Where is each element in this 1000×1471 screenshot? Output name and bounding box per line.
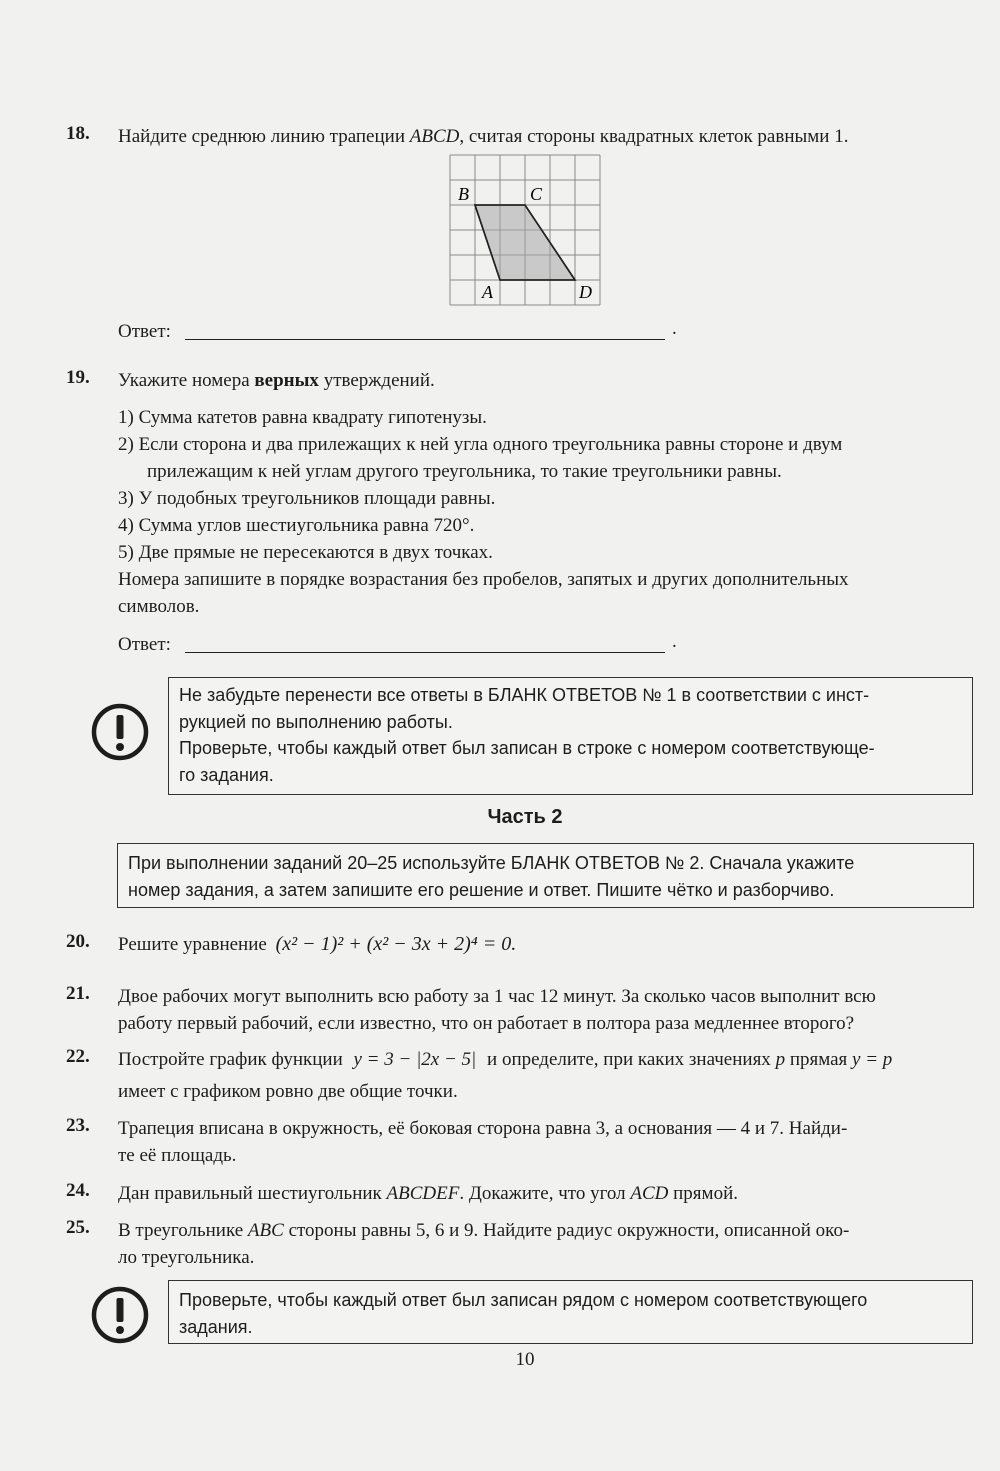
vertex-label-b: B	[458, 184, 469, 204]
q22-text-b: и определите, при каких значениях	[487, 1049, 771, 1070]
q24-angle-name: ACD	[630, 1183, 669, 1204]
statement-2: 2) Если сторона и два прилежащих к ней угла одного треугольника равны стороне и двум	[118, 434, 843, 455]
notice-2-line-1: Проверьте, чтобы каждый ответ был записан рядом с номером соответствующего	[179, 1290, 868, 1310]
answer-label-19: Ответ:	[118, 634, 171, 655]
q22-text-c: прямая	[789, 1049, 848, 1070]
notice-1-line-1: Не забудьте перенести все ответы в БЛАНК ОТВЕТОВ № 1 в соответствии с инст-	[179, 685, 870, 705]
exclamation-icon	[90, 1285, 150, 1345]
q24-text-c: прямой.	[668, 1183, 738, 1204]
statement-1: 1) Сумма катетов равна квадрату гипотенузы.	[118, 407, 487, 428]
question-25-line-2: ло треугольника.	[118, 1247, 255, 1268]
notice-1-line-3: Проверьте, чтобы каждый ответ был записан в строке с номером соответствующе-	[179, 738, 875, 758]
notice-box-2	[168, 1280, 973, 1344]
q22-function: y = 3 − |2x − 5|	[353, 1049, 477, 1070]
instruction-line-1: Номера запишите в порядке возрастания без пробелов, запятых и других дополнительных	[118, 569, 849, 590]
question-number-23: 23.	[66, 1115, 90, 1136]
answer-dot-19: .	[672, 631, 677, 652]
q24-text-a: Дан правильный шестиугольник	[118, 1183, 387, 1204]
q19-text-part-b: утверждений.	[318, 370, 435, 391]
notice-1-line-2: рукцией по выполнению работы.	[179, 711, 453, 732]
instruction-line-2: символов.	[118, 596, 200, 617]
q22-line-equation: y = p	[852, 1049, 893, 1070]
question-number-22: 22.	[66, 1046, 90, 1067]
answer-label-18: Ответ:	[118, 321, 171, 342]
notice-1-line-4: го задания.	[179, 764, 274, 785]
question-number-18: 18.	[66, 123, 90, 144]
question-23-line-2: те её площадь.	[118, 1145, 237, 1166]
answer-line-18[interactable]	[185, 339, 665, 340]
question-number-19: 19.	[66, 367, 90, 388]
q20-equation: (x² − 1)² + (x² − 3x + 2)⁴ = 0.	[275, 933, 517, 955]
question-23-line-1: Трапеция вписана в окружность, её боковая сторона равна 3, а основания — 4 и 7. Найди-	[118, 1118, 848, 1139]
question-19-text	[118, 367, 435, 394]
vertex-label-d: D	[579, 282, 592, 302]
question-22-line-1	[118, 1046, 892, 1073]
question-20-text	[118, 931, 516, 958]
question-21-line-1: Двое рабочих могут выполнить всю работу за 1 час 12 минут. За сколько часов выполнит всю	[118, 986, 876, 1007]
exclamation-icon	[90, 702, 150, 762]
question-18-text	[118, 123, 848, 150]
trapezoid-grid-figure	[440, 150, 610, 312]
q24-text-b: . Докажите, что угол	[459, 1183, 631, 1204]
q19-bold-word: верных	[254, 370, 319, 391]
part-2-instructions-box	[117, 843, 974, 908]
q25-triangle-name: ABC	[247, 1220, 284, 1241]
question-number-25: 25.	[66, 1217, 90, 1238]
part-2-instructions-line-1: При выполнении заданий 20–25 используйте БЛАНК ОТВЕТОВ № 2. Сначала укажите	[128, 853, 855, 873]
q25-text-a: В треугольнике	[118, 1220, 248, 1241]
notice-2-line-2: задания.	[179, 1316, 253, 1337]
question-number-20: 20.	[66, 931, 90, 952]
q18-variable: ABCD	[409, 126, 460, 147]
part-2-instructions-line-2: номер задания, а затем запишите его решение и ответ. Пишите чётко и разборчиво.	[128, 879, 835, 900]
question-number-21: 21.	[66, 983, 90, 1004]
question-22-line-2: имеет с графиком ровно две общие точки.	[118, 1081, 458, 1102]
statement-5: 5) Две прямые не пересекаются в двух точках.	[118, 542, 493, 563]
q19-text-part: Укажите номера	[118, 370, 255, 391]
answer-line-19[interactable]	[185, 652, 665, 653]
question-21-line-2: работу первый рабочий, если известно, что он работает в полтора раза медленнее второго?	[118, 1013, 855, 1034]
q18-text-part-b: , считая стороны квадратных клеток равными 1.	[459, 126, 849, 147]
statement-3: 3) У подобных треугольников площади равны.	[118, 488, 496, 509]
question-25-line-1	[118, 1217, 849, 1244]
notice-box-1	[168, 677, 973, 795]
statement-2-cont: прилежащим к ней углам другого треугольника, то такие треугольники равны.	[147, 461, 782, 482]
q24-hexagon-name: ABCDEF	[386, 1183, 460, 1204]
vertex-label-c: C	[530, 184, 543, 204]
q18-text-part: Найдите среднюю линию трапеции	[118, 126, 410, 147]
q22-var-p: p	[775, 1049, 786, 1070]
q25-text-b: стороны равны 5, 6 и 9. Найдите радиус окружности, описанной око-	[283, 1220, 850, 1241]
statement-4: 4) Сумма углов шестиугольника равна 720°.	[118, 515, 475, 536]
question-24-text	[118, 1180, 738, 1207]
answer-dot-18: .	[672, 318, 677, 339]
part-2-title: Часть 2	[487, 806, 563, 828]
question-number-24: 24.	[66, 1180, 90, 1201]
q20-text: Решите уравнение	[118, 934, 267, 955]
page-number: 10	[515, 1349, 535, 1370]
q22-text-a: Постройте график функции	[118, 1049, 343, 1070]
vertex-label-a: A	[482, 282, 493, 302]
